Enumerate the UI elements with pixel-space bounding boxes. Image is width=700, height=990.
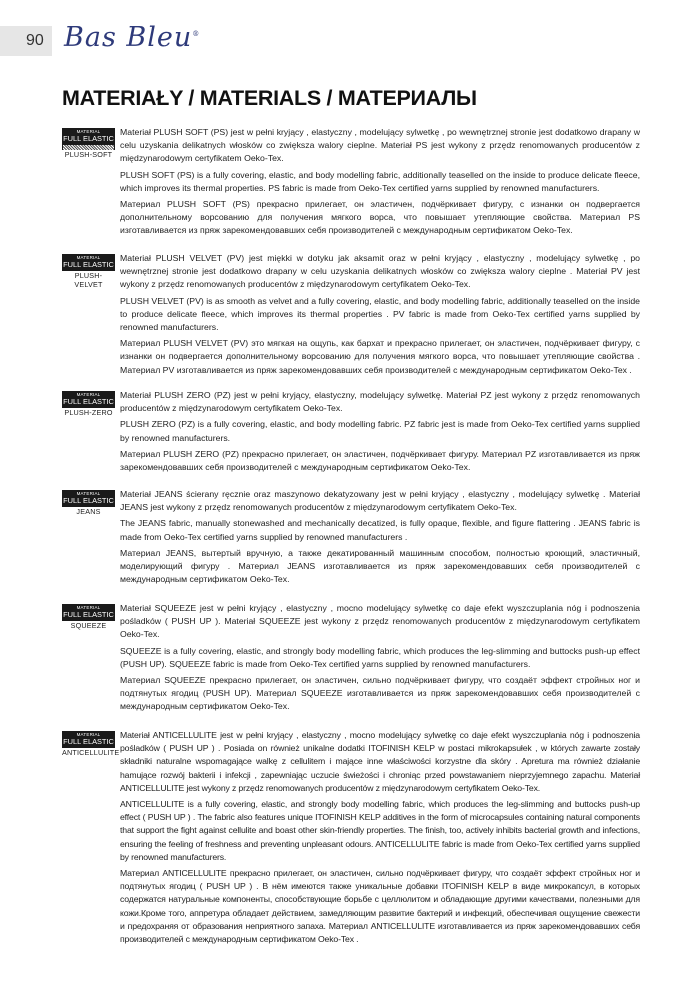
badge-top-label: MATERIAL — [76, 732, 101, 737]
brand-logo — [64, 22, 200, 53]
material-description — [120, 252, 640, 377]
badge-top-label: MATERIAL — [76, 129, 101, 134]
badge-material-name: PLUSH-VELVET — [74, 271, 103, 289]
description-en: The JEANS fabric, manually stonewashed and mechanically decatized, is fully opaque, flexible, and figure flattering . JEANS fabric is made from Oeko-Tex certified yarns supplied by renowned manufacturers . — [120, 518, 640, 542]
description-en: PLUSH ZERO (PZ) is a fully covering, elastic, and body modelling fabric. PZ fabric jest is made from Oeko-Tex certified yarns supplied by renowned manufacturers. — [120, 419, 640, 443]
description-pl: Materiał JEANS ścierany ręcznie oraz maszynowo dekatyzowany jest w pełni kryjący , elastyczny , modelujący sylwetkę . Materiał JEANS jest wykony z przędz renomowanych producentów z międzynarodowym certyfikatem Oeko-Tex. — [120, 489, 640, 513]
material-section-anticellulite — [62, 729, 640, 949]
badge-main-label: FULL ELASTIC — [63, 610, 114, 619]
description-pl: Materiał PLUSH VELVET (PV) jest miękki w dotyku jak aksamit oraz w pełni kryjący , elastyczny , modelujący sylwetkę , po wewnętrznej stronie jest dodatkowo drapany w celu uzyskania delikatnych włosków co zwiększa walory cieplne . Materiał PV jest wykony z przędz renomowanych producentów z międzynarodowym certyfikatem Oeko-Tex. — [120, 253, 640, 290]
badge-material-name: SQUEEZE — [70, 621, 107, 630]
badge-top-label: MATERIAL — [76, 392, 101, 397]
material-badge — [62, 604, 115, 630]
badge-label-box — [62, 604, 115, 621]
badge-material-name: PLUSH-ZERO — [64, 408, 113, 417]
description-en: ANTICELLULITE is a fully covering, elastic, and strongly body modelling fabric, which produces the leg-slimming and buttocks push-up effect ( PUSH UP ) . The fabric also features unique ITOFINISH KELP additives in the form of microcapsules containing natural components that support the fight against cellulite and boast other skin-friendly properties. The finish, too, actively inhibits bacterial growth and infections, ensuring the feeling of freshness and preventing unpleasant odours. ANTICELLULITE fabric is made from Oeko-Tex certified yarns supplied by renowned manufacturers. — [120, 799, 640, 862]
brand-name: Bas Bleu — [64, 22, 193, 53]
material-badge — [62, 254, 115, 289]
description-pl: Materiał ANTICELLULITE jest w pełni kryjący , elastyczny , mocno modelujący sylwetkę co daje efekt wyszczuplania nóg i podnoszenia pośladków ( PUSH UP ) . Posiada on również unikalne dodatki ITOFINISH KELP w postaci mikrokapsułek , w których zawarte zostały składniki naturalne wspomagające walkę z cellulitem i mające inne właściwości korzystne dla skóry . Apretura ma również działanie hamujące rozwój bakterii i infekcji , zapewniając uczucie świeżości i chroniąc przed powstawaniem nieprzyjemnego zapachu. Materiał ANTICELLULITE jest wykony z przędz renomowanych producentów z międzynarodowym certyfikatem Oeko-Tex. — [120, 730, 640, 793]
material-section-plush-velvet — [62, 252, 640, 380]
description-en: PLUSH VELVET (PV) is as smooth as velvet and a fully covering, elastic, and body modelling fabric, additionally teaselled on the inside to produce delicate fleece, which improves its thermal properties . PV fabric is made from Oeko-Tex certified yarns supplied by renowned manufacturers. — [120, 295, 640, 333]
description-ru: Материал JEANS, вытертый вручную, а также декатированный машинным способом, полностью кроющий, эластичный, моделирующий фигуру . Материал JEANS изготавливается из пряж зарекомендовавших себя производителей с международным сертификатом Oeko-Tex. — [120, 547, 640, 585]
material-description — [120, 729, 640, 946]
material-description — [120, 602, 640, 714]
badge-material-name: ANTICELLULITE — [62, 748, 120, 757]
material-section-plush-soft — [62, 126, 640, 241]
material-section-squeeze — [62, 602, 640, 717]
description-ru: Материал PLUSH ZERO (PZ) прекрасно прилегает, он эластичен, подчёркивает фигуру. Материал PZ изготавливается из пряж зарекомендовавших себя производителей с международным сертификатом Oeko-Tex. — [120, 448, 640, 473]
description-ru: Материал SQUEEZE прекрасно прилегает, он эластичен, сильно подчёркивает фигуру, что создаёт эффект стройных ног и подтянутых ягодиц (PUSH UP). Материал SQUEEZE изготавливается из пряж зарекомендовавших себя производителей с международным сертификатом Oeko-Tex. — [120, 675, 640, 712]
badge-main-label: FULL ELASTIC — [63, 260, 114, 269]
badge-label-box — [62, 731, 115, 748]
badge-main-label: FULL ELASTIC — [63, 737, 114, 746]
brand-registered-mark: ® — [192, 30, 201, 38]
material-section-jeans — [62, 488, 640, 589]
badge-material-name: PLUSH-SOFT — [64, 150, 113, 159]
material-description — [120, 126, 640, 238]
badge-top-label: MATERIAL — [76, 605, 101, 610]
description-ru: Материал PLUSH VELVET (PV) это мягкая на ощупь, как бархат и прекрасно прилегает, он эластичен, подчёркивает фигуру, с изнанки он подвергается дополнительному ворсованию для получения мягкого ворса, что повышает утепляющие свойства . Материал PV изготавливается из пряж зарекомендовавших себя производителей с международным сертификатом Oeko-Tex . — [120, 338, 640, 375]
material-description — [120, 389, 640, 474]
badge-label-box — [62, 128, 115, 145]
material-description — [120, 488, 640, 586]
description-en: SQUEEZE is a fully covering, elastic, and strongly body modelling fabric, which produces the leg-slimming and buttocks push-up effect (PUSH UP). SQUEEZE fabric is made from Oeko-Tex certified yarns supplied by renowned manufacturers. — [120, 645, 640, 669]
material-badge — [62, 391, 115, 417]
badge-top-label: MATERIAL — [76, 255, 101, 260]
badge-main-label: FULL ELASTIC — [63, 496, 114, 505]
material-section-plush-zero — [62, 389, 640, 477]
badge-label-box — [62, 490, 115, 507]
description-pl: Materiał PLUSH SOFT (PS) jest w pełni kryjący , elastyczny , modelujący sylwetkę , po wewnętrznej stronie jest dodatkowo drapany w celu uzyskania delikatnych włosków co zwiększa walory cieplne. Materiał PS jest wykony z przędz renomowanych producentów z międzynarodowym certyfikatem Oeko-Tex. — [120, 127, 640, 164]
page-header — [0, 22, 700, 62]
material-badge — [62, 490, 115, 516]
description-pl: Materiał PLUSH ZERO (PZ) jest w pełni kryjący, elastyczny, modelujący sylwetkę. Materiał PZ jest wykony z przędz renomowanych producentów z międzynarodowym certyfikatem Oeko-Tex. — [120, 390, 640, 414]
badge-main-label: FULL ELASTIC — [63, 397, 114, 406]
badge-main-label: FULL ELASTIC — [63, 134, 114, 143]
badge-material-name: JEANS — [76, 507, 101, 516]
material-badge — [62, 731, 120, 757]
page-title: MATERIAŁY / MATERIALS / МАТЕРИАЛЫ — [62, 86, 477, 110]
description-pl: Materiał SQUEEZE jest w pełni kryjący , elastyczny , mocno modelujący sylwetkę co daje efekt wyszczuplania nóg i podnoszenia pośladków ( PUSH UP ). Materiał SQUEEZE jest wykony z przędz renomowanych producentów z międzynarodowym certyfikatem Oeko-Tex. — [120, 603, 640, 640]
badge-top-label: MATERIAL — [76, 491, 101, 496]
description-ru: Материал ANTICELLULITE прекрасно прилегает, он эластичен, сильно подчёркивает фигуру, что создаёт эффект стройных ног и подтянутых ягодиц ( PUSH UP ) . В нём имеются также уникальные добавки ITOFINISH KELP в виде микрокапсул, в которых содержатся натуральные компоненты, способствующие борьбе с целлюлитом и обладающие другими качествами, полезными для кожи.Кроме того, аппретура обладает действием, замедляющим развитие бактерий и инфекций, обеспечивая ощущение свежести и предохраняя от образования неприятного запаха. Материал ANTICELLULITE изготавливается из пряж зарекомендовавших себя производителей с международным сертификатом Oeko-Tex . — [120, 868, 640, 945]
description-en: PLUSH SOFT (PS) is a fully covering, elastic, and body modelling fabric, additionally teaselled on the inside to produce delicate fleece, which improves its thermal properties. PS fabric is made from Oeko-Tex certified yarns supplied by renowned manufacturers. — [120, 169, 640, 193]
badge-label-box — [62, 254, 115, 271]
badge-label-box — [62, 391, 115, 408]
material-badge — [62, 128, 115, 159]
page-number: 90 — [0, 26, 52, 56]
description-ru: Материал PLUSH SOFT (PS) прекрасно прилегает, он эластичен, подчёркивает фигуру, с изнанки он подвергается дополнительному ворсованию для получения мягкого ворса, что повышает утепляющие свойства. Материал PS изготавливается из пряж зарекомендовавших себя производителей с международным сертификатом Oeko-Tex. — [120, 199, 640, 236]
